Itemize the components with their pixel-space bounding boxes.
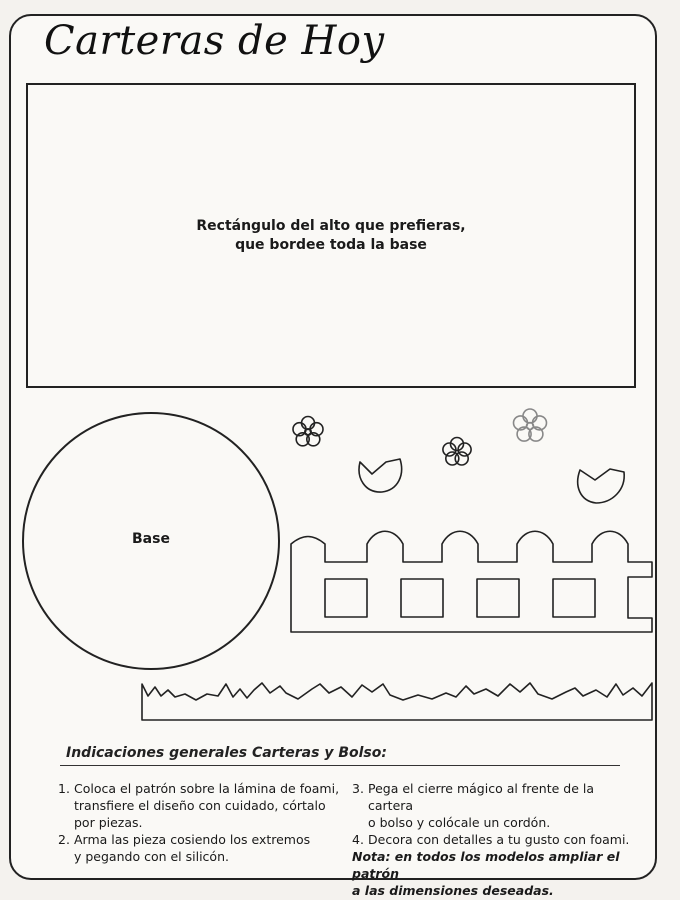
fence-window-1 [325,579,367,617]
page-title: Carteras de Hoy [44,18,385,64]
tulip-1-icon [359,459,402,492]
instruction-line: Decora con detalles a tu gusto con foami. [368,832,630,847]
instruction-line: transfiere el diseño con cuidado, córtalo [74,798,326,813]
instruction-line: Coloca el patrón sobre la lámina de foami, [74,781,340,796]
instruction-line: por piezas. [74,815,143,830]
fence-window-3 [477,579,519,617]
instruction-item [352,780,642,831]
tulip-2-icon [578,469,624,503]
flower-1-icon [293,417,323,446]
heading-divider [60,765,620,766]
instruction-number: 4. [352,832,364,847]
rectangle-label-line-1: Rectángulo del alto que prefieras, [196,218,466,234]
fence-window-2 [401,579,443,617]
instruction-line: y pegando con el silicón. [74,849,229,864]
instruction-number: 3. [352,781,364,796]
instruction-item [58,780,343,831]
fence-window-4 [553,579,595,617]
instruction-number: 1. [58,781,70,796]
note-line: a las dimensiones deseadas. [352,883,554,898]
note-line: Nota: en todos los modelos ampliar el patrón [352,849,620,881]
instructions-left-column [58,780,343,865]
rectangle-label-line-2: que bordee toda la base [235,237,427,253]
instruction-line: Pega el cierre mágico al frente de la cartera [368,781,594,813]
instruction-line: o bolso y colócale un cordón. [368,815,551,830]
instructions-right-column [352,780,642,899]
instruction-line: Arma las pieza cosiendo los extremos [74,832,311,847]
flower-2-icon [443,438,471,466]
instruction-item [58,831,343,865]
flower-3-icon [514,409,547,441]
base-circle-label: Base [132,531,170,547]
instruction-number: 2. [58,832,70,847]
grass-border-pattern [142,683,652,720]
instruction-item [352,831,642,848]
instructions-heading: Indicaciones generales Carteras y Bolso: [66,745,387,761]
note-text [352,848,642,899]
